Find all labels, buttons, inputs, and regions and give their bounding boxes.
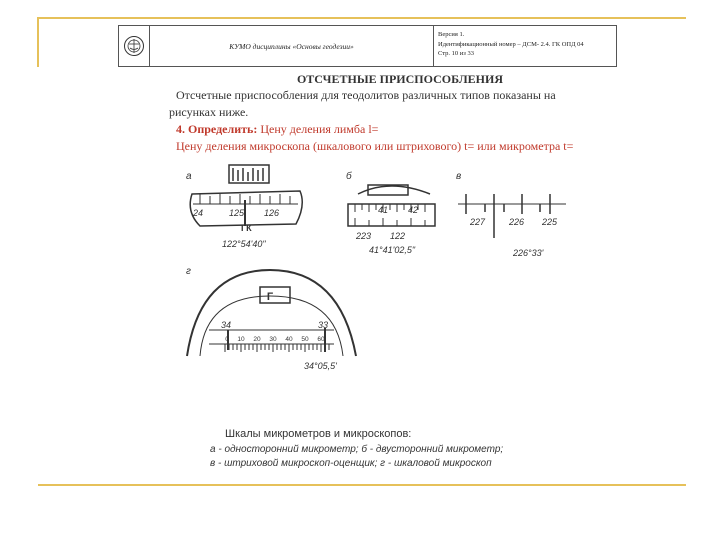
figure-b-bottom-2: 122: [390, 231, 406, 241]
figure-v-scale: [458, 194, 566, 238]
task-line-2: Цену деления микроскопа (шкалового или штрихового) t= или микрометра t=: [176, 139, 574, 153]
task-label: 4. Определить:: [176, 122, 258, 136]
figure-b-top-1: 41: [378, 205, 389, 215]
version-text: Версия 1.: [438, 31, 465, 38]
task-text: Цену деления лимба l=: [257, 122, 379, 136]
figure-g-number-50: 50: [301, 336, 309, 343]
figure-g-number-40: 40: [285, 336, 293, 343]
figure-a-window: [190, 165, 302, 226]
figure-label-g: г: [186, 266, 191, 277]
figure-label-v: в: [456, 171, 462, 182]
figure-b-reading: 41°41'02,5": [369, 245, 416, 255]
figure-g-number-60: 60: [317, 336, 325, 343]
figure-label-b: б: [346, 171, 352, 182]
page-heading: ОТСЧЕТНЫЕ ПРИСПОСОБЛЕНИЯ: [296, 72, 504, 86]
figure-g-scale-1: 34: [221, 320, 232, 330]
figure-a-tick-2: 125: [229, 208, 245, 218]
identifier-text: Идентификационный номер – ДСМ- 2.4. ГК ОПД 04: [438, 40, 584, 48]
figure-label-a: а: [186, 171, 192, 182]
figure-v-tick-3: 225: [542, 217, 558, 227]
figure-g-number-30: 30: [269, 336, 277, 343]
figure-a-tick-1: 24: [193, 208, 204, 218]
figure-g-number-20: 20: [253, 336, 261, 343]
figure-g-scale: [187, 270, 356, 356]
figure-g-reading: 34°05,5': [304, 361, 337, 371]
caption-line-1: а - односторонний микрометр; б - двусторонний микрометр;: [210, 444, 504, 455]
figure-v-tick-2: 226: [509, 217, 525, 227]
figure-v-tick-1: 227: [470, 217, 486, 227]
figure-g-number-10: 10: [237, 336, 245, 343]
figure-g-letter: Г: [266, 291, 274, 303]
intro-line-1: Отсчетные приспособления для теодолитов различных типов показаны на: [176, 88, 556, 102]
figure-a-reading: 122°54'40": [222, 239, 266, 249]
page-number-text: Стр. 10 из 33: [438, 50, 474, 57]
caption-title: Шкалы микрометров и микроскопов:: [225, 428, 412, 440]
frame-bottom-line: [38, 484, 686, 486]
discipline-title: КУМО дисциплины «Основы геодезии»: [150, 26, 434, 66]
figure-g-number-0: 0: [225, 336, 229, 343]
figure-g-scale-2: 33: [318, 320, 329, 330]
figure-b-bottom-1: 223: [356, 231, 372, 241]
figure-b-window: [348, 185, 435, 226]
intro-line-2: рисунках ниже.: [169, 105, 249, 119]
caption-line-2: в - штриховой микроскоп-оценщик; г - шкаловой микроскоп: [210, 458, 492, 469]
figure-a-tick-3: 126: [264, 208, 280, 218]
figure-b-top-2: 42: [408, 205, 419, 215]
figure-v-reading: 226°33': [513, 248, 544, 258]
figure-a-gk: ГК: [241, 223, 252, 233]
